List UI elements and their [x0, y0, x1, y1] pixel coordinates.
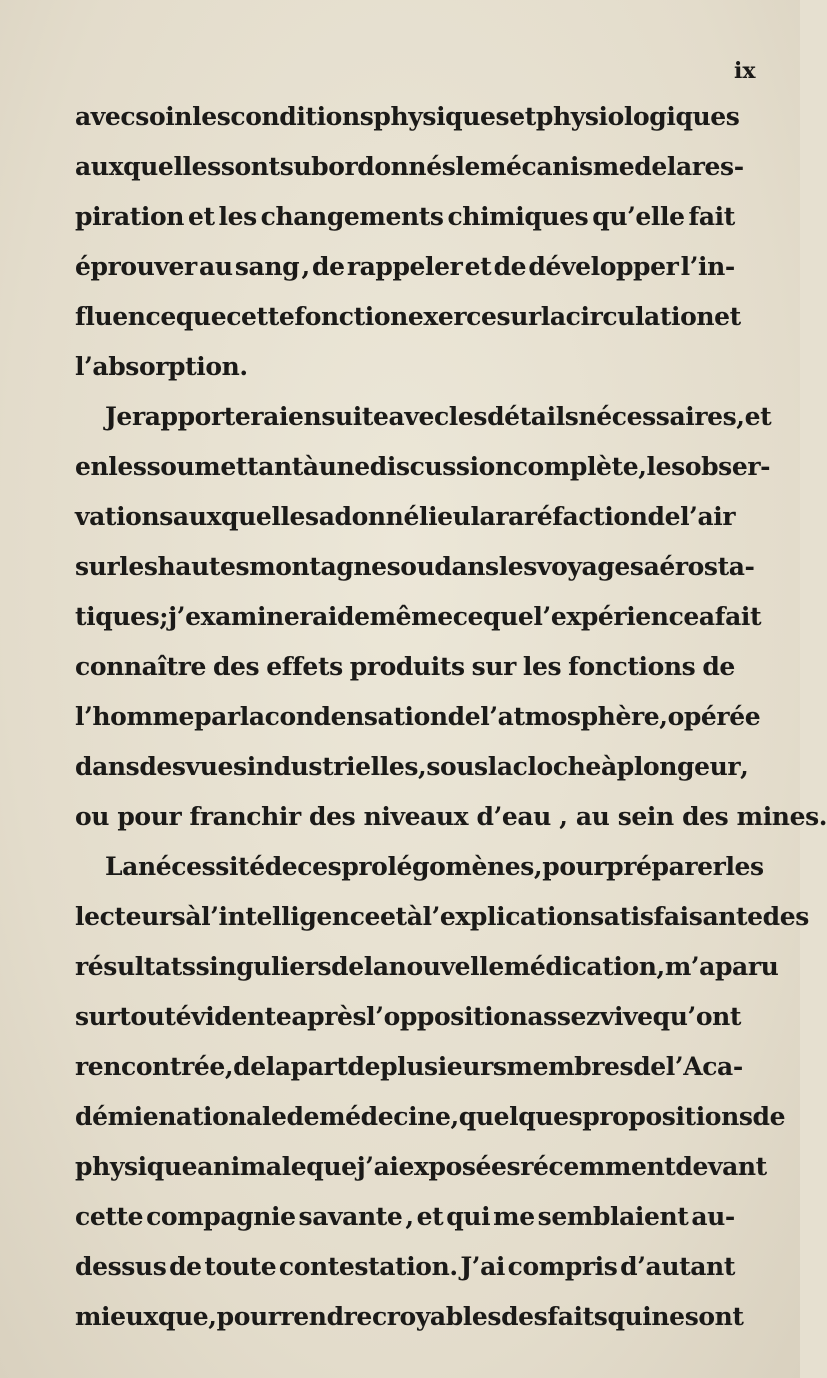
page-number: ix — [734, 58, 756, 84]
text-line: avec soin les conditions physiques et physiologiques — [75, 102, 740, 131]
body-text — [75, 92, 827, 1342]
text-line: piration et les changements chimiques qu’elle fait — [75, 202, 735, 231]
text-line: fluence que cette fonction exerce sur la circulation et — [75, 302, 741, 331]
text-line: La nécessité de ces prolégomènes , pour préparer les — [105, 852, 764, 881]
text-line: résultats singuliers de la nouvelle médication, m’a paru — [75, 952, 779, 981]
text-line: physique animale que j’ai exposées récemment devant — [75, 1152, 767, 1181]
text-line: auxquelles sont subordonnés le mécanisme de la res- — [75, 152, 744, 181]
text-line: l’homme par la condensation de l’atmosphère , opérée — [75, 702, 761, 731]
text-line: ou pour franchir des niveaux d’eau , au sein des mines. — [75, 802, 827, 831]
text-line: mieux que, pour rendre croyables des faits qui ne sont — [75, 1302, 744, 1331]
text-line: rencontrée , de la part de plusieurs membres de l’Aca- — [75, 1052, 743, 1081]
text-line: Je rapporterai ensuite avec les détails nécessaires, et — [105, 402, 772, 431]
text-line: surtout évidente après l’opposition assez vive qu’ont — [75, 1002, 742, 1031]
text-line: l’absorption. — [75, 352, 248, 381]
text-line: sur les hautes montagnes ou dans les voyages aérosta- — [75, 552, 755, 581]
text-line: dans des vues industrielles , sous la cloche à plongeur , — [75, 752, 749, 781]
text-line: éprouver au sang , de rappeler et de développer l’in- — [75, 252, 735, 281]
text-line: tiques ; j’examinerai de même ce que l’expérience a fait — [75, 602, 762, 631]
text-line: en les soumettant à une discussion complète , les obser- — [75, 452, 771, 481]
text-line: lecteurs à l’intelligence et à l’explication satisfaisante des — [75, 902, 809, 931]
text-line: vations auxquelles a donné lieu la raréfaction de l’air — [75, 502, 736, 531]
text-line: cette compagnie savante , et qui me semblaient au- — [75, 1202, 735, 1231]
text-line: connaître des effets produits sur les fonctions de — [75, 652, 735, 681]
text-line: dessus de toute contestation. J’ai compris d’autant — [75, 1252, 735, 1281]
text-line: démie nationale de médecine , quelques propositions de — [75, 1102, 786, 1131]
